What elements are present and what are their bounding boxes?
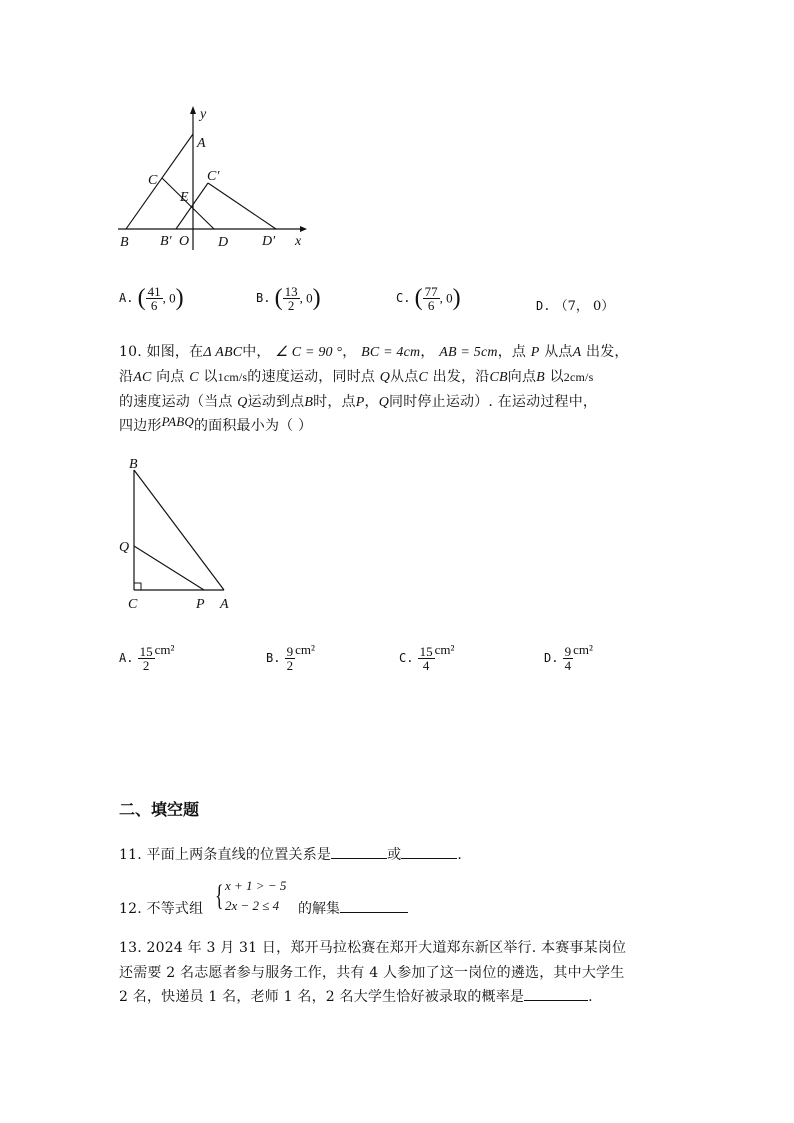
segment-BA (126, 134, 193, 229)
answer-blank[interactable] (331, 844, 387, 859)
q10-option-d[interactable]: D. $\frac{9}{4}$ cm² (544, 642, 593, 673)
q9-option-d[interactable] (536, 295, 614, 314)
q13-line-1: 13. 2024 年 3 月 31 日，郑开马拉松赛在郑开大道郑东新区举行. 本赛事某岗位 (119, 940, 627, 956)
option-label: B. (256, 291, 271, 305)
label-C: C (128, 597, 138, 612)
q10-line-1: 10. 如图，在Δ ABC中， ∠ C = 90 °， BC = 4cm， AB = 5cm，点 P 从点A 出发， (119, 344, 629, 360)
option-label: B. (266, 651, 281, 665)
q10-line-2: 沿AC 向点 C 以1cm/s的速度运动，同时点 Q从点C 出发，沿CB向点B 以2cm/s (119, 369, 594, 385)
x-axis-arrow-icon (300, 226, 307, 232)
answer-blank[interactable] (340, 898, 408, 913)
option-label: D. (544, 651, 559, 665)
y-axis-arrow-icon (190, 106, 196, 114)
option-value: （7， 0） (554, 299, 615, 314)
label-C-prime: C′ (207, 169, 220, 184)
q10-option-a[interactable]: A. $\frac{15}{2}$ cm² (119, 642, 175, 673)
option-label: C. (396, 291, 411, 305)
fraction: $\frac{77}{6}$ (424, 284, 438, 313)
option-label: A. (119, 651, 134, 665)
q12: 12. 不等式组 (119, 901, 204, 917)
q9-option-a[interactable]: A. ( $\frac{41}{6}$ , 0) (119, 284, 184, 313)
label-Q: Q (119, 540, 130, 555)
fraction: $\frac{13}{2}$ (284, 284, 298, 313)
q12-tail: 的解集 (298, 898, 408, 918)
label-E: E (180, 190, 189, 205)
fraction: $\frac{9}{4}$ (564, 644, 572, 673)
option-label: A. (119, 291, 134, 305)
fraction: $\frac{15}{2}$ (139, 644, 153, 673)
label-B: B (129, 457, 138, 472)
fraction: $\frac{9}{2}$ (286, 644, 294, 673)
q10-line-4: 四边形PABQ的面积最小为（ ） (119, 414, 313, 434)
label-D-prime: D′ (262, 234, 276, 249)
q13-line-3: 2 名，快递员 1 名，老师 1 名，2 名大学生恰好被录取的概率是 . (119, 986, 593, 1006)
q11: 11. 平面上两条直线的位置关系是 或 . (119, 844, 462, 864)
label-B: B (120, 235, 129, 250)
figure-coordinate-diagram (110, 100, 320, 260)
label-C: C (148, 173, 158, 188)
inequality-1: x + 1 > − 5 (225, 878, 287, 893)
label-D: D (218, 235, 229, 250)
label-B-prime: B′ (160, 234, 172, 249)
segment-QP (134, 546, 204, 590)
q10-option-b[interactable]: B. $\frac{9}{2}$ cm² (266, 642, 315, 673)
q13-line-2: 还需要 2 名志愿者参与服务工作，共有 4 人参加了这一岗位的遴选，其中大学生 (119, 965, 625, 981)
figure-right-triangle (110, 452, 250, 617)
label-y: y (200, 107, 207, 122)
side-AB (134, 470, 224, 590)
option-label: C. (399, 651, 414, 665)
q9-option-b[interactable]: B. ( $\frac{13}{2}$ , 0) (256, 284, 321, 313)
label-P: P (196, 597, 205, 612)
segment-C'D' (208, 183, 276, 229)
brace-icon: { (215, 879, 224, 912)
option-label: D. (536, 299, 551, 313)
label-O: O (179, 234, 190, 249)
answer-blank[interactable] (401, 844, 457, 859)
label-x: x (295, 234, 302, 249)
section-title: 二、填空题 (119, 800, 200, 819)
label-A: A (220, 597, 229, 612)
inequality-2: 2x − 2 ≤ 4 (225, 898, 280, 913)
fraction: $\frac{41}{6}$ (147, 284, 161, 313)
inequality-system (215, 878, 295, 918)
q10-line-3: 的速度运动（当点 Q运动到点B时，点P，Q同时停止运动）. 在运动过程中， (119, 394, 598, 410)
right-angle-mark (134, 583, 141, 590)
fraction: $\frac{15}{4}$ (419, 644, 433, 673)
label-A: A (197, 136, 206, 151)
q10-option-c[interactable]: C. $\frac{15}{4}$ cm² (399, 642, 455, 673)
answer-blank[interactable] (524, 986, 588, 1001)
q9-option-c[interactable]: C. ( $\frac{77}{6}$ , 0) (396, 284, 461, 313)
